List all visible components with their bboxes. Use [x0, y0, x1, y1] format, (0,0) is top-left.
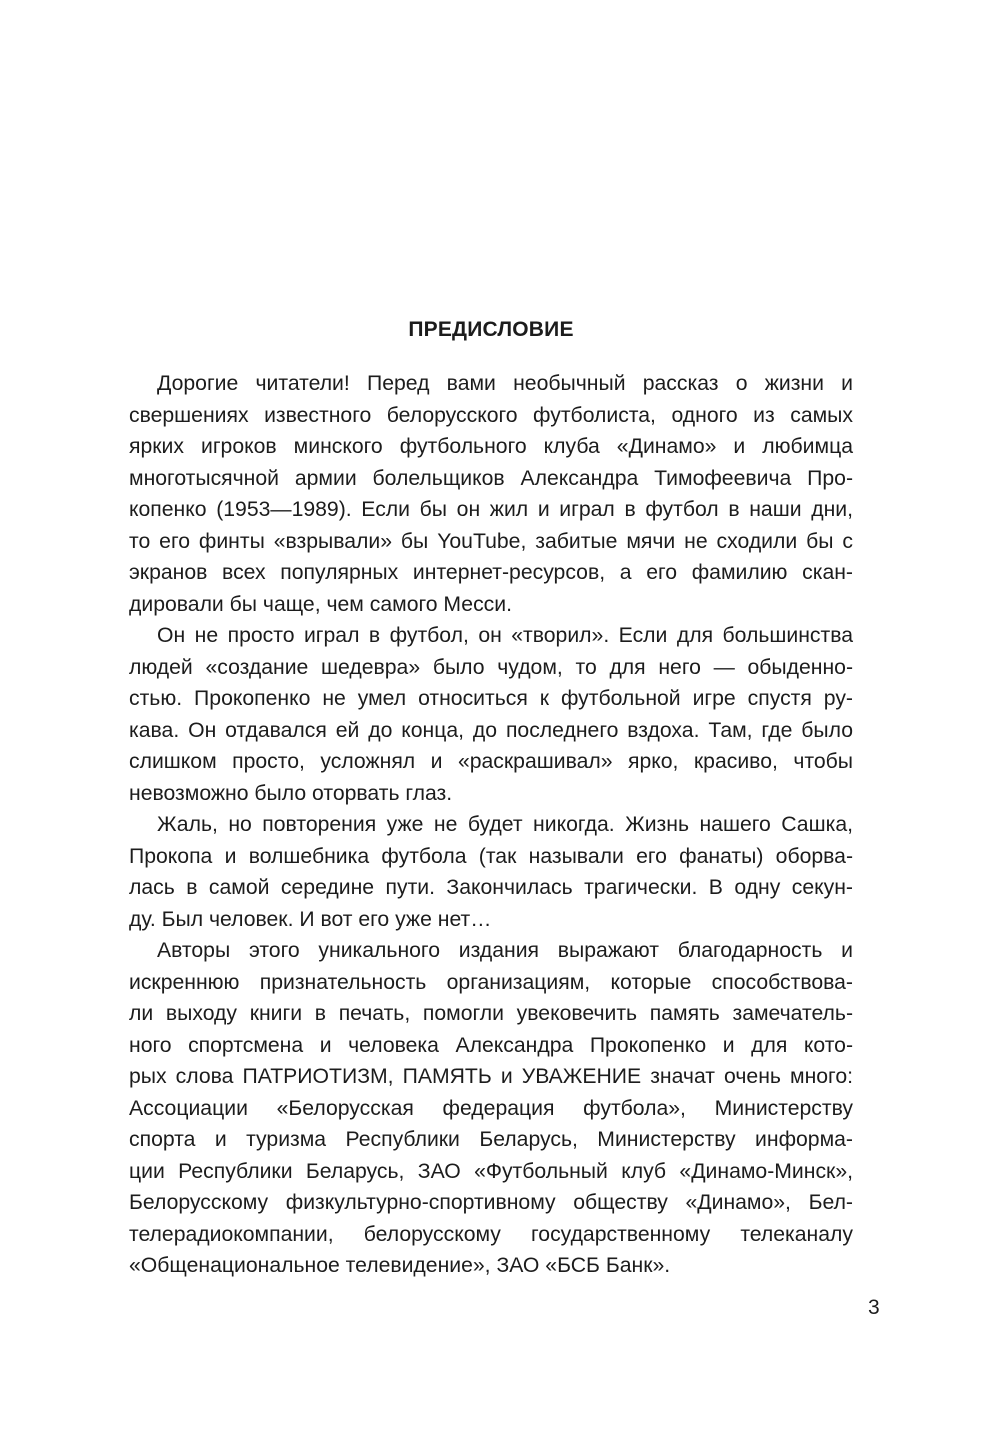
- text-line: стью. Прокопенко не умел относиться к футбольной игре спустя ру-: [129, 687, 853, 710]
- text-line: невозможно было оторвать глаз.: [129, 781, 453, 805]
- text-line: то его финты «взрывали» бы YouTube, забитые мячи не сходили бы с: [129, 529, 853, 553]
- text-line: многотысячной армии болельщиков Александра Тимофеевича Про-: [129, 466, 853, 490]
- text-line: искреннюю признательность организациям, которые способствова-: [129, 970, 853, 994]
- text-line: лась в самой середине пути. Закончилась трагически. В одну секун-: [129, 876, 853, 899]
- text-line: Прокопа и волшебника футбола (так называли его фанаты) оборва-: [129, 844, 853, 868]
- paragraph: [129, 809, 853, 935]
- paragraph: [129, 935, 853, 1282]
- body-text: [129, 368, 853, 1282]
- text-line: ду. Был человек. И вот его уже нет…: [129, 907, 492, 931]
- text-line: Белорусскому физкультурно-спортивному обществу «Динамо», Бел-: [129, 1191, 853, 1214]
- text-line: людей «создание шедевра» было чудом, то для него — обыденно-: [129, 655, 853, 679]
- text-line: кава. Он отдавался ей до конца, до последнего вздоха. Там, где было: [129, 718, 853, 742]
- text-line: Дорогие читатели! Перед вами необычный рассказ о жизни и: [157, 372, 853, 395]
- text-line: «Общенациональное телевидение», ЗАО «БСБ Банк».: [129, 1254, 671, 1277]
- text-line: ли выходу книги в печать, помогли увековечить память замечатель-: [129, 1002, 853, 1025]
- text-line: дировали бы чаще, чем самого Месси.: [129, 592, 512, 616]
- text-line: Он не просто играл в футбол, он «творил». Если для большинства: [157, 624, 853, 647]
- page-number: 3: [868, 1296, 880, 1319]
- text-line: спорта и туризма Республики Беларусь, Министерству информа-: [129, 1128, 853, 1151]
- paragraph: [129, 620, 853, 809]
- text-line: экранов всех популярных интернет-ресурсов, а его фамилию скан-: [129, 561, 853, 584]
- text-line: Авторы этого уникального издания выражают благодарность и: [157, 939, 853, 962]
- text-line: ярких игроков минского футбольного клуба «Динамо» и любимца: [129, 435, 853, 458]
- text-line: слишком просто, усложнял и «раскрашивал» ярко, красиво, чтобы: [129, 750, 853, 773]
- text-line: Ассоциации «Белорусская федерация футбола», Министерству: [129, 1096, 853, 1120]
- text-line: копенко (1953—1989). Если бы он жил и играл в футбол в наши дни,: [129, 498, 853, 521]
- text-line: свершениях известного белорусского футболиста, одного из самых: [129, 403, 853, 427]
- text-line: ного спортсмена и человека Александра Прокопенко и для кото-: [129, 1033, 853, 1057]
- text-line: ции Республики Беларусь, ЗАО «Футбольный клуб «Динамо-Минск»,: [129, 1159, 853, 1183]
- paragraph: [129, 368, 853, 620]
- page-title: ПРЕДИСЛОВИЕ: [408, 318, 574, 341]
- text-line: Жаль, но повторения уже не будет никогда. Жизнь нашего Сашка,: [157, 813, 853, 836]
- text-line: рых слова ПАТРИОТИЗМ, ПАМЯТЬ и УВАЖЕНИЕ значат очень много:: [129, 1065, 853, 1088]
- text-line: телерадиокомпании, белорусскому государственному телеканалу: [129, 1222, 853, 1246]
